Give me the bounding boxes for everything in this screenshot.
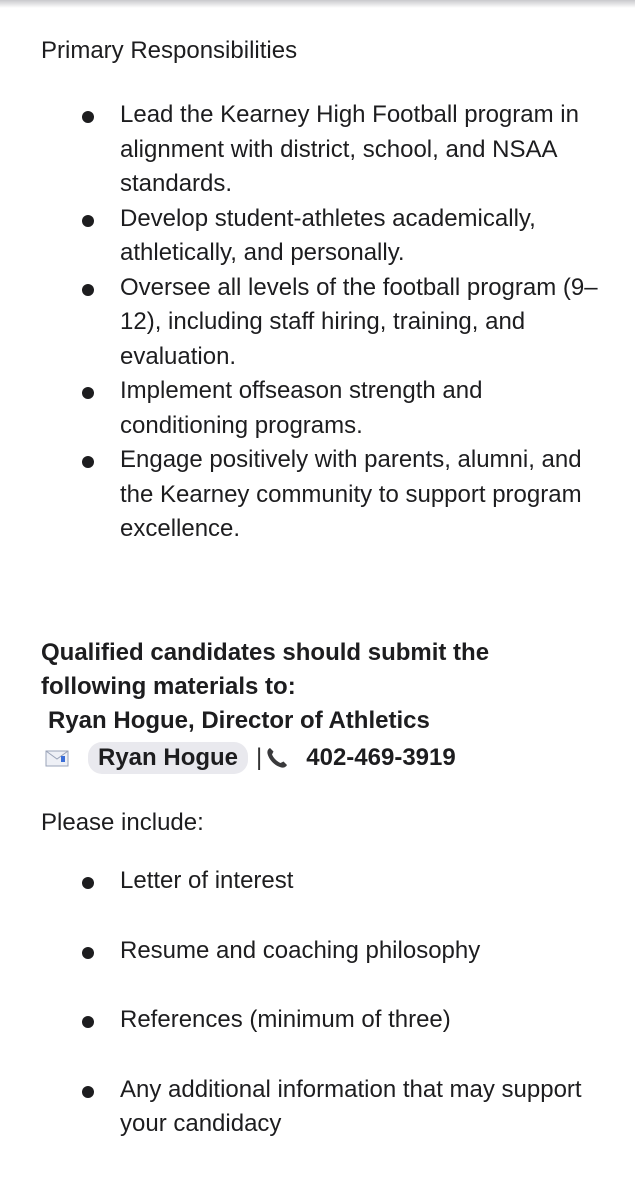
list-item-text: Develop student-athletes academically, athletically, and personally. <box>120 204 536 266</box>
list-item <box>0 98 600 202</box>
bullet-icon <box>82 456 94 468</box>
list-item <box>0 374 600 443</box>
list-item <box>0 1073 600 1142</box>
bullet-icon <box>82 215 94 227</box>
responsibilities-list <box>0 98 635 547</box>
bullet-icon <box>82 387 94 399</box>
bullet-icon <box>82 947 94 959</box>
list-item-text: Engage positively with parents, alumni, and the Kearney community to support program excellence. <box>120 446 582 542</box>
contact-title: Ryan Hogue, Director of Athletics <box>48 707 430 734</box>
bullet-icon <box>82 877 94 889</box>
email-contact-chip[interactable]: Ryan Hogue <box>88 742 248 774</box>
envelope-icon <box>44 747 74 769</box>
list-item <box>0 202 600 271</box>
list-item-text: Letter of interest <box>120 867 294 894</box>
list-item <box>0 443 600 547</box>
list-item-text: Resume and coaching philosophy <box>120 936 481 964</box>
list-item-text: Oversee all levels of the football program (9–12), including staff hiring, training, and evaluation. <box>120 273 598 370</box>
bullet-icon <box>82 284 94 296</box>
responsibilities-heading: Primary Responsibilities <box>41 37 298 64</box>
include-heading: Please include: <box>41 809 204 836</box>
phone-number[interactable]: 402-469-3919 <box>306 744 456 771</box>
bullet-icon <box>82 111 94 123</box>
contact-row <box>44 740 456 776</box>
list-item <box>0 1003 600 1038</box>
list-item <box>0 864 600 899</box>
bullet-icon <box>82 1086 94 1098</box>
list-item-text: Lead the Kearney High Football program in alignment with district, school, and NSAA standards. <box>120 101 579 197</box>
list-item <box>0 934 600 969</box>
list-item <box>0 271 600 375</box>
submission-intro-line-1: Qualified candidates should submit the <box>41 639 490 666</box>
list-item-text: Implement offseason strength and conditioning programs. <box>120 377 483 439</box>
list-item-text: References (minimum of three) <box>120 1006 451 1033</box>
submission-intro-line-2: following materials to: <box>41 673 296 700</box>
bullet-icon <box>82 1016 94 1028</box>
separator: | <box>256 744 263 771</box>
list-item-text: Any additional information that may support your candidacy <box>120 1075 582 1137</box>
phone-receiver-icon <box>264 745 290 771</box>
include-list <box>0 864 635 1177</box>
top-edge-shadow <box>0 0 635 8</box>
